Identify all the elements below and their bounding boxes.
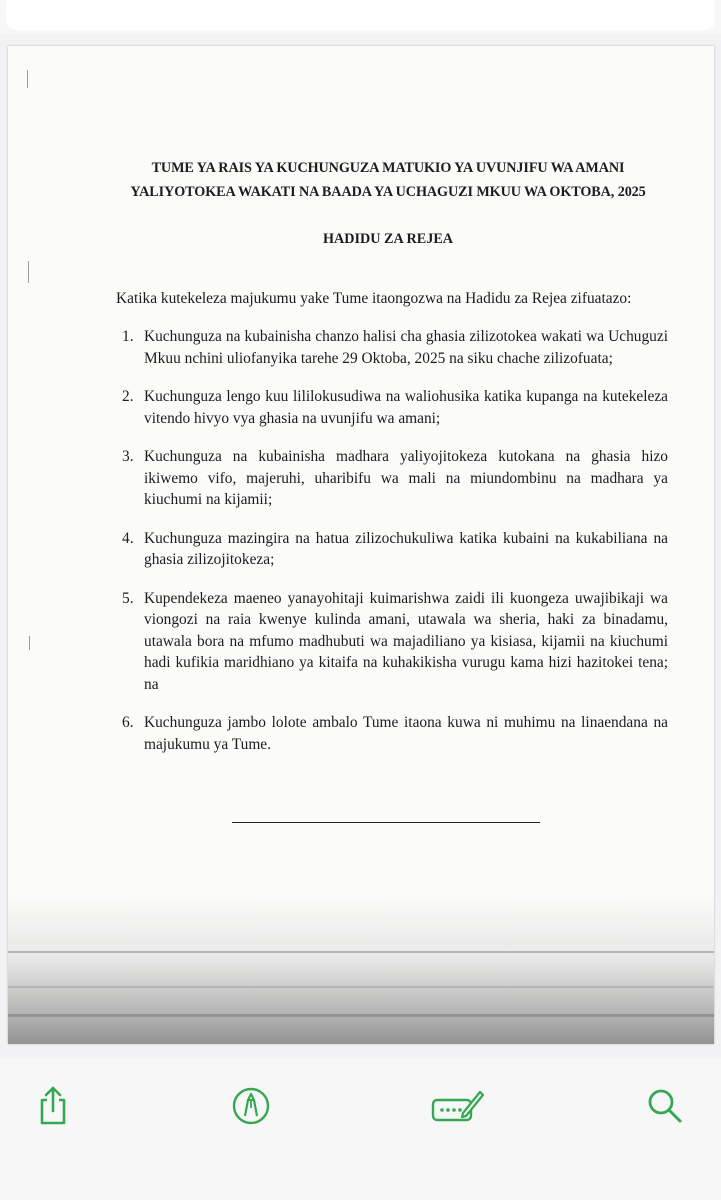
document-page	[8, 46, 714, 1044]
item-text: Kuchunguza mazingira na hatua zilizochukuliwa katika kubaini na kukabiliana na ghasia zilizojitokeza;	[144, 529, 668, 568]
markup-button[interactable]	[229, 1084, 273, 1128]
bottom-toolbar	[0, 1058, 721, 1200]
list-item	[116, 588, 668, 696]
item-number: 1.	[122, 328, 134, 345]
list-item	[116, 326, 668, 369]
item-text: Kuchunguza lengo kuu lililokusudiwa na waliohusika katika kupanga na kutekeleza vitendo hivyo vya ghasia na uvunjifu wa amani;	[144, 388, 668, 427]
intro-paragraph: Katika kutekeleza majukumu yake Tume itaongozwa na Hadidu za Rejea zifuatazo:	[116, 290, 632, 307]
top-bar	[0, 0, 721, 34]
search-icon	[645, 1086, 685, 1126]
share-icon	[35, 1086, 71, 1126]
markup-pen-icon	[231, 1086, 271, 1126]
item-number: 2.	[122, 388, 134, 405]
item-text: Kuchunguza jambo lolote ambalo Tume itaona kuwa ni muhimu na linaendana na majukumu ya Tume.	[144, 714, 668, 753]
list-item	[116, 712, 668, 755]
signature-line	[232, 822, 540, 823]
scan-shading	[8, 894, 714, 1044]
item-text: Kupendekeza maeneo yanayohitaji kuimarishwa zaidi ili kuongeza uwajibikaji wa viongozi na raia kwenye kulinda amani, utawala wa sheria, haki za binadamu, utawala bora na mfumo madhubuti wa majadiliano ya kisiasa, kijamii na kiuchumi hadi kufikia maridhiano ya kitaifa na kuhakikisha vurugu kama hizi hazitokei tena; na	[144, 589, 668, 693]
signature-icon	[430, 1086, 486, 1126]
item-number: 4.	[122, 529, 134, 547]
scan-streak	[8, 1014, 714, 1017]
scan-artifact	[28, 261, 29, 283]
title-line-1: TUME YA RAIS YA KUCHUNGUZA MATUKIO YA UVUNJIFU WA AMANI	[151, 160, 625, 176]
list-item	[116, 528, 668, 571]
search-button[interactable]	[643, 1084, 687, 1128]
list-item	[116, 386, 668, 429]
title-line-2: YALIYOTOKEA WAKATI NA BAADA YA UCHAGUZI MKUU WA OKTOBA, 2025	[130, 184, 646, 200]
scan-streak	[8, 951, 714, 953]
scan-artifact	[29, 636, 30, 650]
item-text: Kuchunguza na kubainisha madhara yaliyojitokeza kutokana na ghasia hizo ikiwemo vifo, majeruhi, uharibifu wa mali na miundombinu na madhara ya kiuchumi na kijamii;	[144, 448, 668, 508]
list-item	[116, 446, 668, 511]
share-button[interactable]	[31, 1084, 75, 1128]
scan-artifact	[27, 70, 28, 88]
terms-list	[116, 326, 668, 772]
item-number: 5.	[122, 589, 134, 607]
signature-button[interactable]	[430, 1084, 486, 1128]
document-title	[118, 156, 658, 204]
item-number: 3.	[122, 448, 134, 465]
item-text: Kuchunguza na kubainisha chanzo halisi cha ghasia zilizotokea wakati wa Uchuguzi Mkuu nchini uliofanyika tarehe 29 Oktoba, 2025 na siku chache zilizofuata;	[144, 328, 668, 367]
scan-streak	[8, 986, 714, 988]
item-number: 6.	[122, 714, 134, 731]
document-subtitle: HADIDU ZA REJEA	[322, 231, 454, 247]
previous-page-edge	[6, 0, 715, 30]
